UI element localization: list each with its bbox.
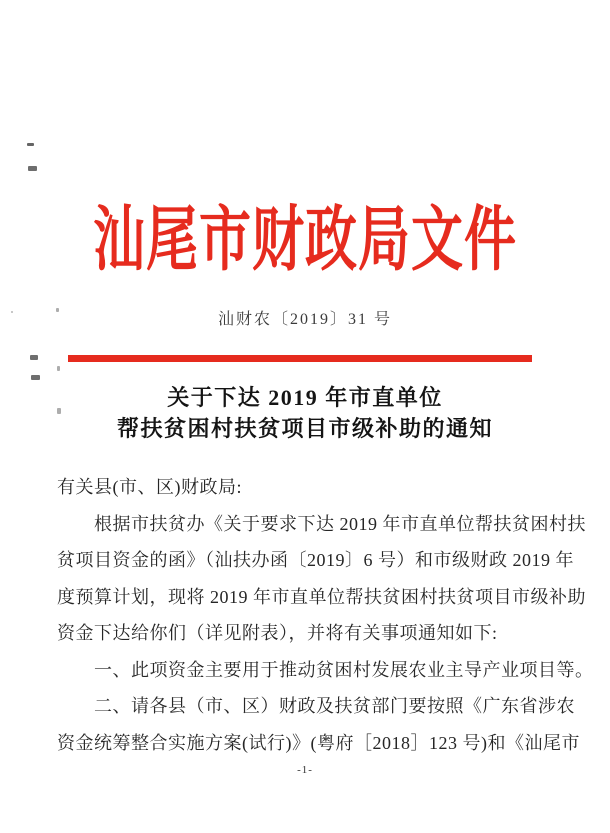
body-line: 度预算计划，现将 2019 年市直单位帮扶贫困村扶贫项目市级补助 [57,586,586,607]
document-title [0,382,610,444]
document-title-line2: 帮扶贫困村扶贫项目市级补助的通知 [116,416,493,441]
body-line: 资金下达给你们（详见附表），并将有关事项通知如下: [57,623,498,643]
page-number: -1- [297,764,313,776]
agency-masthead-title: 汕尾市财政局文件 [92,202,517,280]
scan-speck [28,166,37,171]
document-reference-number: 汕财农〔2019〕31 号 [217,311,392,328]
document-body [57,469,594,761]
body-line-item-2: 二、请各县（市、区）财政及扶贫部门要按照《广东省涉农 [94,696,575,716]
scan-speck [57,366,60,371]
scan-speck [31,375,40,380]
red-separator-rule [68,355,532,362]
salutation-line: 有关县(市、区)财政局: [57,477,242,497]
body-line-item-1: 一、此项资金主要用于推动贫困村发展农业主导产业项目等。 [94,659,594,680]
document-title-line1: 关于下达 2019 年市直单位 [167,385,443,410]
scan-speck [27,143,34,146]
body-line: 贫项目资金的函》（汕扶办函〔2019〕6 号）和市级财政 2019 年 [57,550,574,570]
body-line: 根据市扶贫办《关于要求下达 2019 年市直单位帮扶贫困村扶 [94,513,586,534]
body-line: 资金统筹整合实施方案(试行)》(粤府［2018］123 号)和《汕尾市 [57,732,580,753]
scan-speck [30,355,38,360]
